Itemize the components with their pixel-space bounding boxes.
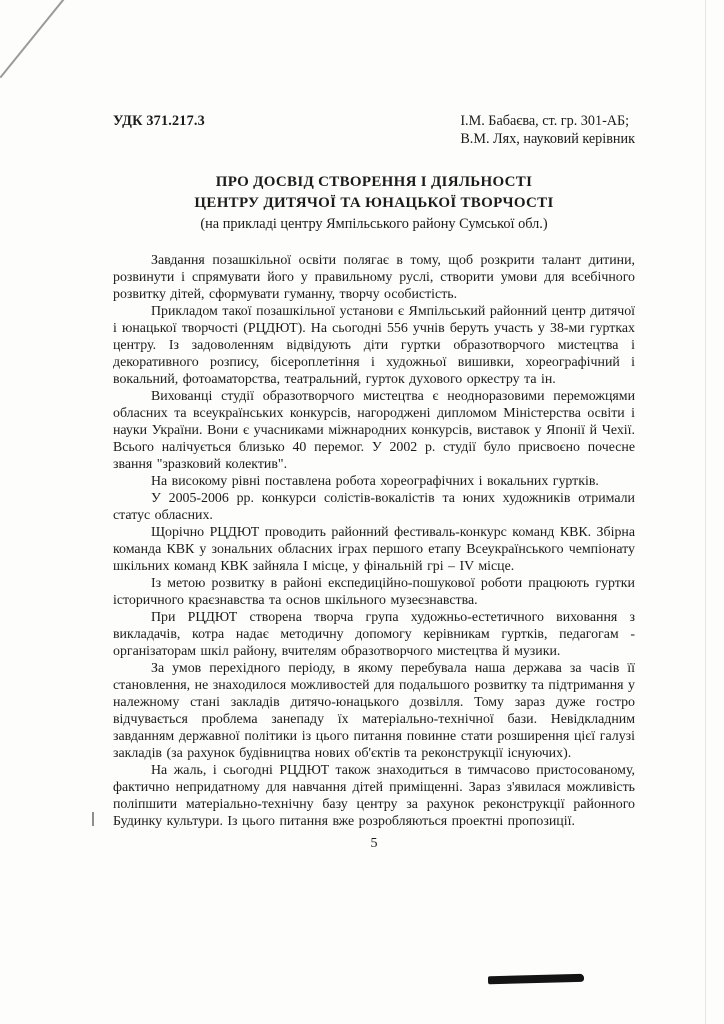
- document-title-line-1: ПРО ДОСВІД СТВОРЕННЯ І ДІЯЛЬНОСТІ: [215, 174, 533, 190]
- author-line-2: В.М. Лях, науковий керівник: [460, 131, 635, 147]
- paragraph-7: Із метою розвитку в районі експедиційно-пошукової роботи працюють гуртки історичного краєзнавства та основ шкільного музеєзнавства.: [113, 576, 635, 608]
- paragraph-3: Вихованці студії образотворчого мистецтва є неодноразовими переможцями обласних та всеукраїнських конкурсів, нагороджені дипломом Міністерства освіти і науки України. Вони є учасниками міжнародних конкурсів, виставок у Японії й Чехії. Всього налічується близько 40 перемог. У 2002 р. студії було присвоєно почесне звання "зразковий колектив".: [113, 389, 635, 472]
- author-line-1: І.М. Бабаєва, ст. гр. 301-АБ;: [460, 113, 630, 129]
- document-subtitle: (на прикладі центру Ямпільського району Сумської обл.): [200, 216, 548, 232]
- udc-code: УДК 371.217.3: [113, 113, 205, 129]
- document-title-line-2: ЦЕНТРУ ДИТЯЧОЇ ТА ЮНАЦЬКОЇ ТВОРЧОСТІ: [194, 195, 554, 211]
- scan-artifact-black-mark: [488, 974, 584, 985]
- paragraph-4: На високому рівні поставлена робота хореографічних і вокальних гуртків.: [151, 474, 599, 489]
- document-header: [113, 112, 635, 148]
- page-number: 5: [370, 836, 378, 851]
- paragraph-10: На жаль, і сьогодні РЦДЮТ також знаходиться в тимчасово пристосованому, фактично непридатному для навчання дітей приміщенні. Зараз з'явилася можливість поліпшити матеріально-технічну базу центру за рахунок реконструкції районного Будинку культури. Із цього питання вже розробляються проектні пропозиції.: [113, 763, 635, 829]
- paragraph-6: Щорічно РЦДЮТ проводить районний фестиваль-конкурс команд КВК. Збірна команда КВК у зональних обласних іграх першого етапу Всеукраїнського чемпіонату шкільних команд КВК зайняла І місце, у фінальній грі – IV місце.: [113, 525, 635, 574]
- paragraph-8: При РЦДЮТ створена творча група художньо-естетичного виховання з викладачів, котра надає методичну допомогу керівникам гуртків, педагогам - організаторам шкіл району, вчителям образотворчого мистецтва й музики.: [113, 610, 635, 659]
- paragraph-5: У 2005-2006 рр. конкурси солістів-вокалістів та юних художників отримали статус обласних.: [113, 491, 635, 523]
- paragraph-9: За умов перехідного періоду, в якому перебувала наша держава за часів її становлення, не знаходилося можливостей для подальшого розвитку та підтримання у належному стані закладів дитячо-юнацького дозвілля. Тому зараз дуже гостро відчувається проблема занепаду їх матеріально-технічної бази. Невідкладним завданням державної політики із цього питання повинне стати розширення цієї галузі закладів (за рахунок будівництва нових об'єктів та реконструкції існуючих).: [113, 661, 635, 761]
- paragraph-2: Прикладом такої позашкільної установи є Ямпільський районний центр дитячої і юнацької творчості (РЦДЮТ). На сьогодні 556 учнів беруть участь у 38-ми гуртках центру. Із задоволенням відвідують діти гуртки образотворчого мистецтва і декоративного розпису, бісероплетіння і художньої вишивки, хореографічний і вокальний, фотоаматорства, театральний, гурток духового оркестру та ін.: [113, 304, 635, 387]
- scan-artifact-left-tick: [92, 812, 94, 826]
- scan-artifact-diagonal-line: [0, 0, 77, 78]
- document-body: [113, 252, 635, 830]
- scan-artifact-right-edge: [705, 0, 706, 1024]
- paragraph-1: Завдання позашкільної освіти полягає в тому, щоб розкрити талант дитини, розвинути і спрямувати його у правильному руслі, створити умови для всебічного розвитку дітей, сформувати гуманну, творчу особистість.: [113, 253, 635, 302]
- title-block: [113, 172, 635, 235]
- authors-block: [460, 112, 635, 148]
